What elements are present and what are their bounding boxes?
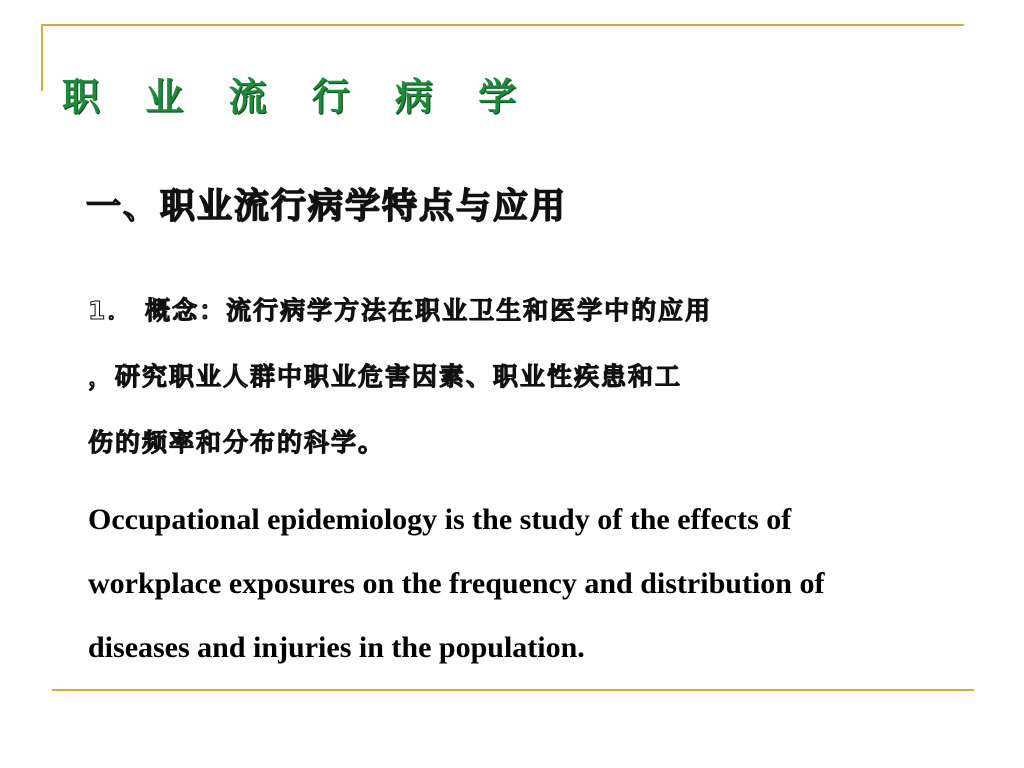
section-heading: 一、职业流行病学特点与应用	[86, 187, 568, 227]
left-rule	[41, 24, 43, 91]
english-line: workplace exposures on the frequency and distribution of	[88, 567, 825, 600]
concept-line: ，研究职业人群中职业危害因素、职业性疾患和工	[88, 362, 683, 391]
top-rule	[41, 24, 964, 26]
slide-title: 职 业 流 行 病 学	[62, 75, 533, 119]
concept-paragraph	[88, 278, 948, 476]
concept-line: 1． 概念：流行病学方法在职业卫生和医学中的应用	[88, 296, 713, 325]
bottom-rule	[52, 689, 974, 691]
english-line: diseases and injuries in the population.	[88, 631, 585, 664]
concept-line: 伤的频率和分布的科学。	[88, 428, 386, 457]
english-definition	[88, 488, 968, 680]
english-line: Occupational epidemiology is the study of the effects of	[88, 503, 792, 536]
